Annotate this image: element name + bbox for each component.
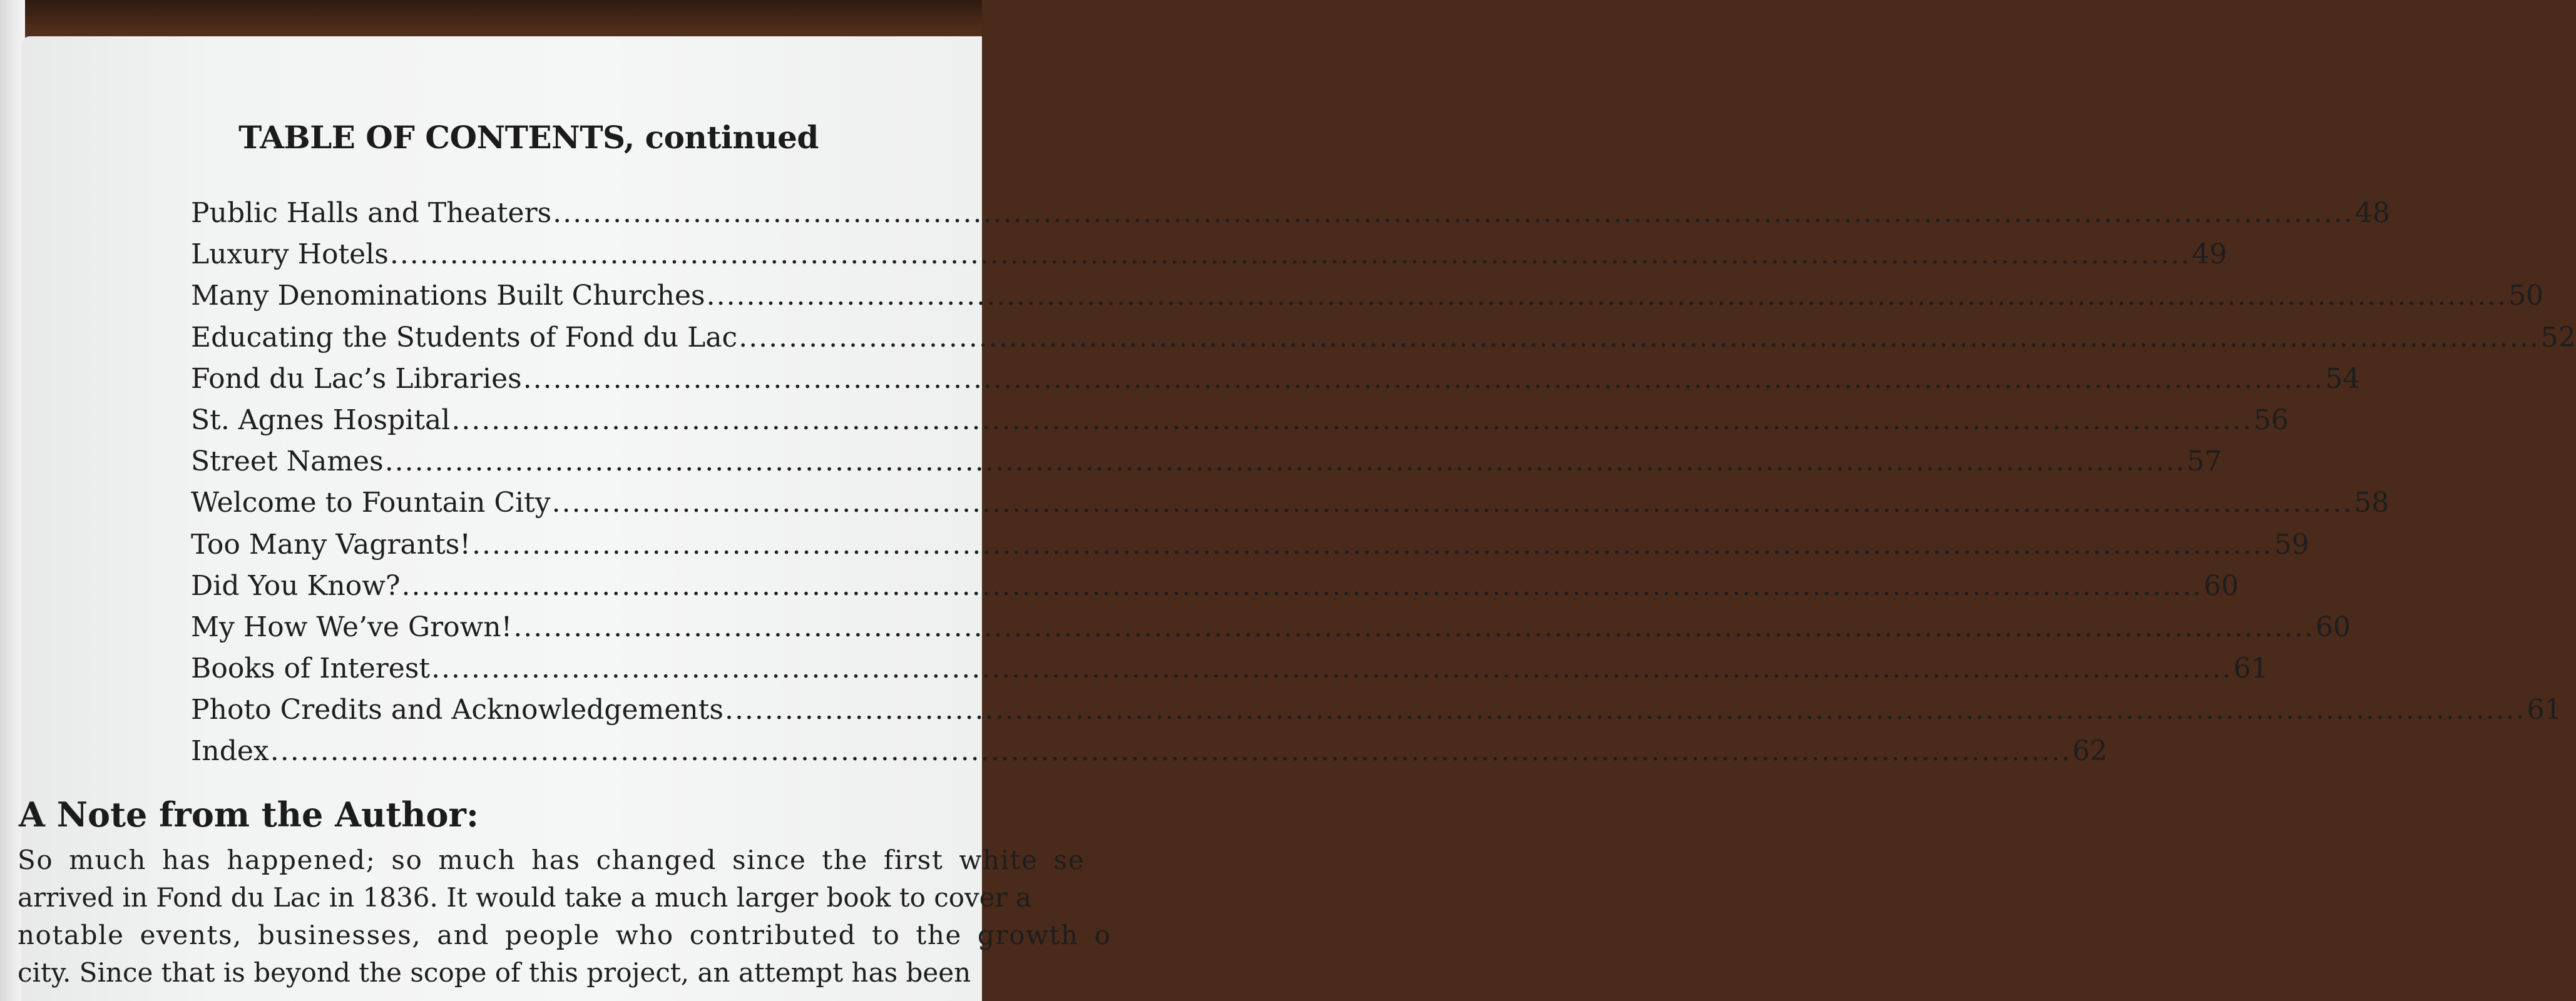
author-note-line: city. Since that is beyond the scope of this project, an attempt has been (18, 957, 971, 988)
toc-leader-dots (707, 280, 2508, 312)
toc-leader-dots (402, 570, 2203, 602)
toc-entry (191, 487, 2389, 528)
toc-entry-page: 49 (2192, 238, 2227, 271)
toc-leader-dots (513, 611, 2314, 643)
toc-entry-page: 52 (2540, 321, 2576, 353)
toc-entry-page: 50 (2508, 280, 2544, 312)
author-note-heading: A Note from the Author: (19, 795, 479, 835)
toc-entry-title: Fond du Lac’s Libraries (191, 362, 522, 395)
toc-list (191, 197, 2576, 777)
toc-entry-page: 62 (2072, 735, 2108, 768)
toc-entry (191, 362, 2361, 404)
toc-entry-title: Did You Know? (191, 569, 401, 602)
toc-entry (191, 528, 2309, 570)
toc-title: TABLE OF CONTENTS, continued (238, 119, 819, 156)
toc-entry-page: 59 (2274, 528, 2309, 561)
toc-leader-dots (270, 735, 2072, 767)
author-note-line: So much has happened; so much has changed since the first white se (18, 845, 1085, 875)
toc-entry-title: Photo Credits and Acknowledgements (191, 694, 723, 726)
toc-entry-title: My How We’ve Grown! (191, 611, 513, 643)
toc-entry-page: 60 (2315, 611, 2351, 643)
author-note-body (18, 841, 1112, 992)
toc-entry-page: 60 (2204, 569, 2239, 602)
toc-leader-dots (739, 322, 2540, 353)
toc-entry-page: 56 (2253, 404, 2289, 436)
toc-entry-title: Street Names (191, 445, 384, 478)
toc-entry-page: 48 (2354, 197, 2390, 229)
toc-entry-page: 58 (2354, 487, 2389, 519)
toc-leader-dots (725, 694, 2526, 726)
toc-leader-dots (523, 363, 2324, 395)
author-note-line: arrived in Fond du Lac in 1836. It would take a much larger book to cover a (18, 882, 1032, 913)
toc-entry-title: Books of Interest (191, 653, 431, 685)
toc-entry (191, 321, 2576, 363)
toc-entry (191, 694, 2562, 735)
toc-entry-page: 61 (2527, 694, 2562, 726)
toc-leader-dots (553, 197, 2354, 229)
toc-leader-dots (451, 404, 2252, 436)
toc-leader-dots (431, 653, 2232, 684)
toc-entry (191, 569, 2239, 611)
toc-entry (191, 445, 2222, 487)
toc-entry-title: Welcome to Fountain City (191, 487, 551, 519)
toc-entry-title: Many Denominations Built Churches (191, 280, 705, 312)
toc-entry-title: St. Agnes Hospital (191, 404, 451, 436)
toc-entry (191, 280, 2544, 321)
toc-entry (191, 735, 2108, 776)
toc-entry (191, 653, 2269, 694)
toc-entry-page: 61 (2233, 653, 2269, 685)
toc-leader-dots (552, 487, 2353, 519)
toc-entry-title: Public Halls and Theaters (191, 197, 552, 229)
toc-entry-page: 57 (2187, 445, 2222, 478)
toc-entry (191, 404, 2289, 445)
toc-leader-dots (385, 445, 2186, 477)
toc-leader-dots (390, 238, 2191, 270)
toc-entry-title: Too Many Vagrants! (191, 528, 471, 561)
toc-entry (191, 611, 2351, 653)
author-note-line: notable events, businesses, and people who contributed to the growth o (18, 920, 1112, 950)
toc-entry-page: 54 (2325, 362, 2361, 395)
toc-entry-title: Educating the Students of Fond du Lac (191, 321, 738, 353)
toc-leader-dots (472, 529, 2273, 561)
toc-entry (191, 197, 2390, 238)
toc-entry-title: Index (191, 735, 269, 768)
toc-entry (191, 238, 2227, 280)
toc-entry-title: Luxury Hotels (191, 238, 389, 271)
